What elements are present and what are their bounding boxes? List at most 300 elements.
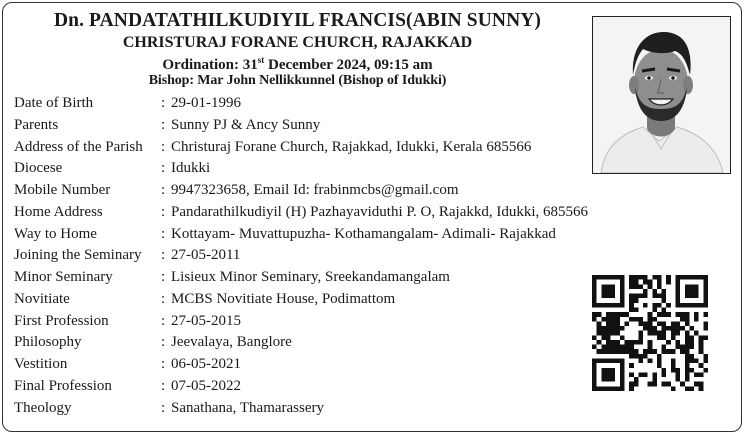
qr-module	[597, 349, 602, 354]
qr-module	[611, 377, 616, 382]
qr-module	[620, 289, 625, 294]
portrait-icon	[593, 17, 730, 173]
qr-module	[620, 382, 625, 387]
qr-module	[606, 386, 611, 391]
qr-module	[611, 294, 616, 299]
qr-module	[662, 382, 667, 387]
qr-module	[648, 321, 653, 326]
qr-module	[666, 349, 671, 354]
qr-module	[648, 312, 653, 317]
qr-module	[620, 326, 625, 331]
qr-module	[629, 284, 634, 289]
qr-module	[615, 312, 620, 317]
qr-module	[620, 386, 625, 391]
qr-module	[676, 340, 681, 345]
qr-module	[703, 275, 708, 280]
qr-module	[676, 284, 681, 289]
qr-module	[620, 372, 625, 377]
qr-module	[592, 298, 597, 303]
qr-module	[685, 275, 690, 280]
qr-module	[652, 372, 657, 377]
ordination-date: December 2024, 09:15 am	[264, 57, 433, 73]
qr-module	[615, 349, 620, 354]
detail-value: MCBS Novitiate House, Podimattom	[171, 290, 396, 307]
qr-module	[685, 303, 690, 308]
qr-module	[643, 303, 648, 308]
qr-module	[615, 386, 620, 391]
qr-module	[592, 303, 597, 308]
qr-module	[689, 340, 694, 345]
qr-module	[643, 354, 648, 359]
qr-module	[615, 331, 620, 336]
qr-module	[615, 359, 620, 364]
qr-module	[648, 331, 653, 336]
qr-module	[629, 280, 634, 285]
qr-module	[648, 326, 653, 331]
qr-module	[694, 303, 699, 308]
detail-value: Jeevalaya, Banglore	[171, 334, 292, 351]
qr-module	[703, 321, 708, 326]
detail-label: Address of the Parish	[14, 138, 143, 155]
qr-module	[606, 372, 611, 377]
detail-value: Christuraj Forane Church, Rajakkad, Idukki, Kerala 685566	[171, 138, 532, 155]
detail-label: Date of Birth	[14, 95, 94, 111]
detail-label: Philosophy	[14, 334, 82, 351]
detail-value: 07-05-2022	[171, 377, 241, 394]
qr-module	[629, 317, 634, 322]
qr-module	[643, 280, 648, 285]
qr-module	[638, 321, 643, 326]
qr-module	[606, 275, 611, 280]
qr-module	[694, 312, 699, 317]
qr-module	[592, 363, 597, 368]
qr-module	[699, 335, 704, 340]
qr-module	[657, 312, 662, 317]
qr-module	[662, 335, 667, 340]
bishop-line: Bishop: Mar John Nellikkunnel (Bishop of Idukki)	[148, 73, 447, 88]
qr-module	[676, 294, 681, 299]
qr-module	[699, 363, 704, 368]
qr-module	[680, 345, 685, 350]
qr-module	[629, 340, 634, 345]
parish-church: CHRISTURAJ FORANE CHURCH, RAJAKKAD	[122, 34, 473, 51]
qr-module	[652, 317, 657, 322]
qr-module	[652, 294, 657, 299]
qr-module	[699, 382, 704, 387]
detail-colon: :	[161, 356, 166, 372]
qr-module	[606, 335, 611, 340]
qr-module	[676, 368, 681, 373]
qr-module	[648, 284, 653, 289]
qr-module	[676, 377, 681, 382]
qr-module	[601, 359, 606, 364]
qr-module	[694, 289, 699, 294]
qr-module	[643, 294, 648, 299]
qr-module	[676, 331, 681, 336]
qr-module	[689, 345, 694, 350]
qr-module	[657, 354, 662, 359]
qr-module	[676, 345, 681, 350]
qr-module	[638, 359, 643, 364]
qr-module	[666, 340, 671, 345]
qr-module	[620, 335, 625, 340]
qr-module	[597, 303, 602, 308]
qr-module	[620, 294, 625, 299]
qr-module	[629, 275, 634, 280]
detail-colon: :	[161, 269, 166, 285]
qr-module	[680, 303, 685, 308]
qr-module	[685, 354, 690, 359]
qr-module	[601, 368, 606, 373]
qr-module	[676, 303, 681, 308]
qr-module	[629, 303, 634, 308]
qr-module	[676, 289, 681, 294]
ordination-ordinal: st	[257, 55, 265, 65]
detail-value: 9947323658, Email Id: frabinmcbs@gmail.com	[171, 182, 459, 198]
qr-module	[694, 382, 699, 387]
portrait-photo	[592, 16, 731, 174]
qr-module	[666, 326, 671, 331]
ordination-prefix: Ordination: 31	[162, 57, 258, 73]
qr-module	[671, 331, 676, 336]
qr-module	[657, 294, 662, 299]
qr-module	[601, 275, 606, 280]
qr-module	[689, 303, 694, 308]
qr-module	[699, 275, 704, 280]
qr-module	[703, 359, 708, 364]
detail-value: 29-01-1996	[171, 95, 241, 111]
qr-module	[689, 354, 694, 359]
qr-module	[606, 317, 611, 322]
qr-module	[666, 312, 671, 317]
qr-module	[685, 363, 690, 368]
qr-module	[685, 377, 690, 382]
qr-module	[629, 345, 634, 350]
detail-value: 27-05-2015	[171, 312, 241, 329]
qr-module	[592, 345, 597, 350]
qr-module	[615, 317, 620, 322]
qr-module	[652, 382, 657, 387]
qr-module	[638, 340, 643, 345]
qr-module	[652, 349, 657, 354]
qr-module	[592, 382, 597, 387]
qr-module	[634, 275, 639, 280]
qr-module	[680, 312, 685, 317]
qr-module	[657, 303, 662, 308]
qr-module	[629, 372, 634, 377]
qr-module	[662, 326, 667, 331]
qr-module	[652, 303, 657, 308]
qr-module	[611, 349, 616, 354]
qr-module	[694, 284, 699, 289]
qr-module	[611, 321, 616, 326]
detail-value: 06-05-2021	[171, 356, 241, 372]
qr-module	[652, 289, 657, 294]
qr-module	[606, 326, 611, 331]
qr-module	[634, 307, 639, 312]
qr-module	[676, 321, 681, 326]
qr-module	[601, 289, 606, 294]
qr-module	[624, 349, 629, 354]
qr-module	[606, 284, 611, 289]
qr-module	[592, 335, 597, 340]
qr-module	[601, 372, 606, 377]
qr-module	[685, 340, 690, 345]
qr-module	[606, 368, 611, 373]
qr-module	[662, 307, 667, 312]
qr-module	[689, 275, 694, 280]
qr-module	[648, 345, 653, 350]
qr-module	[648, 317, 653, 322]
qr-module	[606, 303, 611, 308]
qr-module	[662, 289, 667, 294]
qr-module	[624, 321, 629, 326]
qr-module	[634, 284, 639, 289]
qr-module	[694, 359, 699, 364]
qr-module	[671, 321, 676, 326]
qr-module	[662, 298, 667, 303]
detail-value: Idukki	[171, 160, 211, 177]
detail-colon: :	[161, 247, 166, 264]
qr-module	[680, 275, 685, 280]
qr-module	[601, 331, 606, 336]
qr-module	[703, 280, 708, 285]
qr-module	[643, 349, 648, 354]
qr-module	[634, 317, 639, 322]
detail-colon: :	[161, 182, 166, 198]
qr-module	[657, 331, 662, 336]
qr-module	[606, 294, 611, 299]
qr-module	[676, 326, 681, 331]
detail-colon: :	[161, 138, 166, 155]
qr-module	[638, 294, 643, 299]
qr-module	[611, 359, 616, 364]
qr-module	[694, 372, 699, 377]
detail-label: Diocese	[14, 160, 63, 177]
detail-colon: :	[161, 203, 166, 220]
qr-module	[694, 331, 699, 336]
qr-module	[685, 345, 690, 350]
qr-module	[689, 289, 694, 294]
qr-module	[615, 303, 620, 308]
detail-label: Vestition	[14, 356, 68, 372]
qr-module	[601, 345, 606, 350]
qr-module	[629, 382, 634, 387]
qr-module	[703, 354, 708, 359]
qr-module	[611, 289, 616, 294]
qr-module	[694, 317, 699, 322]
qr-module	[657, 359, 662, 364]
qr-module	[685, 335, 690, 340]
qr-module	[671, 386, 676, 391]
qr-module	[703, 284, 708, 289]
qr-module	[638, 284, 643, 289]
qr-module	[662, 312, 667, 317]
qr-module	[680, 349, 685, 354]
qr-module	[611, 284, 616, 289]
qr-module	[652, 331, 657, 336]
qr-module	[606, 312, 611, 317]
qr-module	[601, 377, 606, 382]
qr-module	[703, 298, 708, 303]
qr-module	[611, 317, 616, 322]
qr-module	[685, 284, 690, 289]
qr-module	[615, 345, 620, 350]
qr-module	[648, 340, 653, 345]
detail-value: Pandarathilkudiyil (H) Pazhayaviduthi P. O, Rajakkd, Idukki, 685566	[171, 203, 589, 220]
qr-module	[652, 326, 657, 331]
qr-module	[676, 372, 681, 377]
qr-module	[611, 340, 616, 345]
qr-module	[662, 345, 667, 350]
qr-module	[671, 326, 676, 331]
qr-module	[597, 331, 602, 336]
qr-module	[676, 280, 681, 285]
qr-module	[648, 359, 653, 364]
qr-module	[634, 280, 639, 285]
qr-module	[685, 331, 690, 336]
qr-module	[601, 349, 606, 354]
qr-module	[620, 298, 625, 303]
qr-module	[703, 303, 708, 308]
qr-module	[620, 368, 625, 373]
qr-module	[689, 368, 694, 373]
qr-module	[624, 340, 629, 345]
qr-code-icon	[592, 275, 708, 391]
qr-module	[634, 294, 639, 299]
qr-module	[601, 317, 606, 322]
qr-module	[666, 280, 671, 285]
qr-module	[699, 303, 704, 308]
qr-module	[699, 345, 704, 350]
qr-module	[592, 368, 597, 373]
qr-module	[643, 289, 648, 294]
detail-label: Theology	[14, 399, 72, 416]
qr-module	[629, 354, 634, 359]
qr-module	[685, 321, 690, 326]
qr-module	[629, 349, 634, 354]
detail-label: Mobile Number	[14, 182, 111, 198]
qr-module	[620, 275, 625, 280]
detail-colon: :	[161, 377, 166, 394]
qr-module	[592, 275, 597, 280]
qr-module	[685, 294, 690, 299]
ordination-line	[0, 55, 595, 74]
qr-module	[606, 340, 611, 345]
qr-module	[638, 372, 643, 377]
detail-label: Final Profession	[14, 377, 112, 394]
qr-module	[620, 280, 625, 285]
qr-module	[624, 312, 629, 317]
detail-label: Novitiate	[14, 290, 70, 307]
qr-module	[685, 317, 690, 322]
qr-module	[597, 386, 602, 391]
qr-module	[611, 368, 616, 373]
qr-module	[606, 377, 611, 382]
qr-module	[597, 340, 602, 345]
detail-label: First Profession	[14, 312, 109, 329]
qr-module	[638, 331, 643, 336]
detail-colon: :	[161, 225, 166, 242]
qr-module	[601, 284, 606, 289]
qr-module	[652, 377, 657, 382]
qr-module	[671, 349, 676, 354]
qr-module	[592, 294, 597, 299]
qr-module	[615, 321, 620, 326]
qr-module	[592, 377, 597, 382]
qr-module	[611, 345, 616, 350]
qr-module	[611, 312, 616, 317]
qr-module	[699, 349, 704, 354]
qr-module	[592, 372, 597, 377]
qr-module	[643, 321, 648, 326]
qr-module	[703, 368, 708, 373]
qr-module	[638, 317, 643, 322]
detail-label: Way to Home	[14, 225, 97, 242]
qr-module	[703, 335, 708, 340]
qr-module	[601, 335, 606, 340]
detail-value: Kottayam- Muvattupuzha- Kothamangalam- Adimali- Rajakkad	[171, 225, 556, 242]
qr-module	[611, 326, 616, 331]
qr-module	[657, 284, 662, 289]
qr-module	[689, 359, 694, 364]
qr-module	[662, 331, 667, 336]
qr-module	[666, 303, 671, 308]
qr-module	[652, 307, 657, 312]
qr-module	[699, 386, 704, 391]
qr-module	[671, 368, 676, 373]
qr-module	[648, 349, 653, 354]
qr-module	[592, 359, 597, 364]
detail-colon: :	[161, 399, 166, 416]
qr-module	[685, 359, 690, 364]
qr-module	[620, 377, 625, 382]
detail-colon: :	[161, 334, 166, 351]
qr-module	[689, 294, 694, 299]
qr-module	[597, 312, 602, 317]
qr-module	[606, 345, 611, 350]
qr-module	[629, 363, 634, 368]
qr-module	[671, 363, 676, 368]
detail-colon: :	[161, 116, 166, 133]
qr-module	[615, 340, 620, 345]
qr-module	[703, 312, 708, 317]
qr-module	[699, 372, 704, 377]
qr-module	[643, 275, 648, 280]
qr-module	[611, 386, 616, 391]
qr-module	[634, 354, 639, 359]
qr-module	[624, 345, 629, 350]
qr-module	[592, 317, 597, 322]
qr-module	[606, 349, 611, 354]
qr-module	[592, 284, 597, 289]
detail-colon: :	[161, 290, 166, 307]
detail-colon: :	[161, 160, 166, 177]
qr-module	[601, 294, 606, 299]
qr-module	[592, 289, 597, 294]
qr-module	[643, 326, 648, 331]
qr-module	[611, 372, 616, 377]
qr-module	[592, 280, 597, 285]
qr-module	[680, 317, 685, 322]
qr-module	[615, 326, 620, 331]
qr-module	[657, 363, 662, 368]
qr-module	[662, 372, 667, 377]
detail-value: Sunny PJ & Ancy Sunny	[171, 116, 321, 133]
qr-module	[620, 345, 625, 350]
qr-module	[620, 303, 625, 308]
qr-module	[634, 298, 639, 303]
